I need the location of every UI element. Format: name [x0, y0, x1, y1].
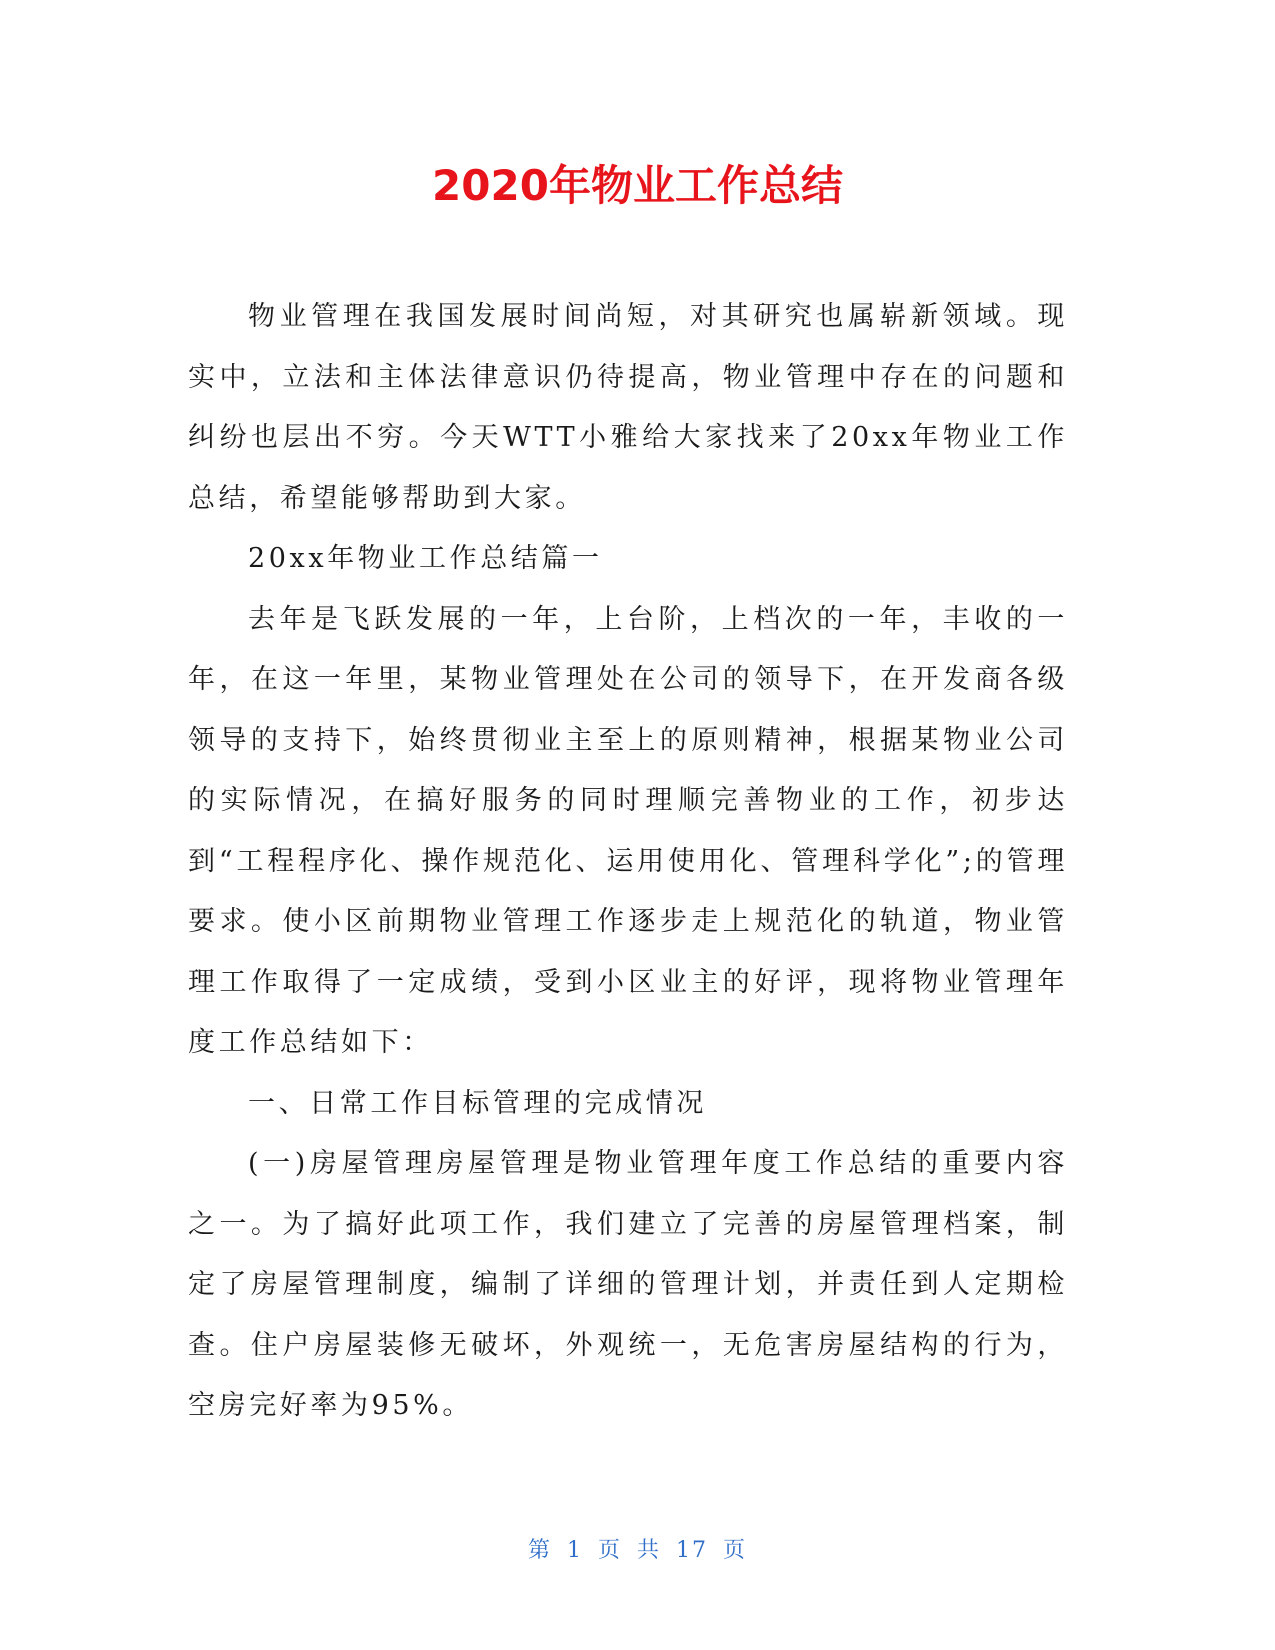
paragraph-section-heading: 20xx年物业工作总结篇一	[248, 543, 603, 574]
page-number-footer: 第 1 页 共 17 页	[528, 1538, 747, 1563]
document-body	[188, 287, 1068, 1437]
paragraph-subheading: 一、日常工作目标管理的完成情况	[248, 1087, 707, 1119]
document-title: 2020年物业工作总结	[432, 161, 843, 210]
paragraph-intro: 物业管理在我国发展时间尚短，对其研究也属崭新领域。现实中，立法和主体法律意识仍待提高，物业管理中存在的问题和纠纷也层出不穷。今天WTT小雅给大家找来了20xx年物业工作总结，希望能够帮助到大家。	[188, 301, 1068, 514]
paragraph-housing-management: (一)房屋管理房屋管理是物业管理年度工作总结的重要内容之一。为了搞好此项工作，我们建立了完善的房屋管理档案，制定了房屋管理制度，编制了详细的管理计划，并责任到人定期检查。住户房屋装修无破坏，外观统一，无危害房屋结构的行为，空房完好率为95%。	[188, 1148, 1068, 1421]
paragraph-summary: 去年是飞跃发展的一年，上台阶，上档次的一年，丰收的一年，在这一年里，某物业管理处在公司的领导下，在开发商各级领导的支持下，始终贯彻业主至上的原则精神，根据某物业公司的实际情况，在搞好服务的同时理顺完善物业的工作，初步达到“工程程序化、操作规范化、运用使用化、管理科学化”;的管理要求。使小区前期物业管理工作逐步走上规范化的轨道，物业管理工作取得了一定成绩，受到小区业主的好评，现将物业管理年度工作总结如下：	[188, 603, 1068, 1058]
